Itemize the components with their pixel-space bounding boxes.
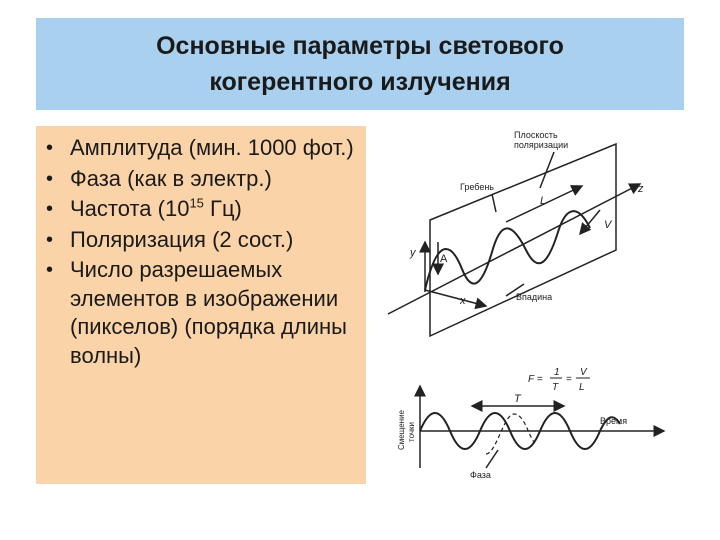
z-axis (388, 184, 640, 314)
phase-label: Фаза (470, 470, 491, 480)
polarization-diagram (388, 144, 640, 336)
time-diagram (420, 386, 664, 468)
bullet-item-frequency (36, 195, 366, 224)
period-label: T (514, 393, 521, 405)
time-labels (397, 367, 627, 480)
formula-den-2: L (579, 382, 585, 393)
bullets-panel (36, 126, 366, 484)
time-label: Время (600, 416, 628, 426)
crest-pointer (492, 194, 496, 212)
bullet-dot: • (46, 137, 54, 159)
bullet-text-pre: Частота (10 (70, 196, 190, 221)
crest-label: Гребень (460, 182, 494, 192)
bullet-text: Фаза (как в электр.) (70, 165, 272, 191)
formula-num-1: 1 (554, 367, 560, 378)
formula-num-2: V (580, 367, 587, 378)
slide-title-bar (36, 18, 684, 110)
bullet-item-polarization (36, 226, 366, 255)
formula-den-1: T (552, 382, 559, 393)
bullet-dot: • (46, 228, 54, 251)
bullet-text: Число разрешаемых элементов в изображении (пикселов) (порядка длины волны) (70, 257, 347, 368)
x-axis (425, 290, 486, 306)
slide-title-line-1: Основные параметры светового (156, 32, 564, 60)
slide-title-line-2: когерентного излучения (209, 68, 511, 96)
wave-figure-svg (368, 124, 680, 488)
polarization-plane (430, 144, 616, 336)
z-axis-label: z (638, 183, 644, 195)
formula-eq: = (566, 374, 572, 385)
amplitude-label: A (440, 253, 448, 265)
speed-label: V (604, 219, 612, 231)
y-axis-label: y (410, 247, 416, 259)
bullet-list (36, 126, 366, 370)
bullet-dot: • (46, 259, 54, 281)
bullet-text: Амплитуда (мин. 1000 фот.) (70, 135, 354, 160)
bullet-item-amplitude (36, 134, 366, 163)
bullet-item-phase (36, 165, 366, 194)
bullet-text: Поляризация (2 сост.) (70, 226, 294, 252)
bullet-superscript: 15 (189, 195, 204, 211)
displacement-label-1: Смещение (397, 409, 406, 450)
bullet-dot: • (46, 198, 54, 220)
wavelength-label: L (540, 195, 547, 207)
x-axis-label: x (460, 295, 466, 307)
formula-lhs: F = (528, 374, 543, 385)
bullet-item-resolution (36, 256, 366, 370)
plane-label-2: поляризации (514, 140, 569, 150)
plane-label-1: Плоскость (514, 130, 558, 140)
phase-pointer (486, 450, 498, 468)
polarization-labels (409, 130, 644, 307)
bullet-text-post: Гц) (203, 196, 242, 221)
trough-label: Впадина (516, 292, 553, 302)
displacement-label-2: точки (407, 422, 416, 442)
wave-figure (368, 124, 680, 488)
bullet-dot: • (46, 167, 54, 190)
